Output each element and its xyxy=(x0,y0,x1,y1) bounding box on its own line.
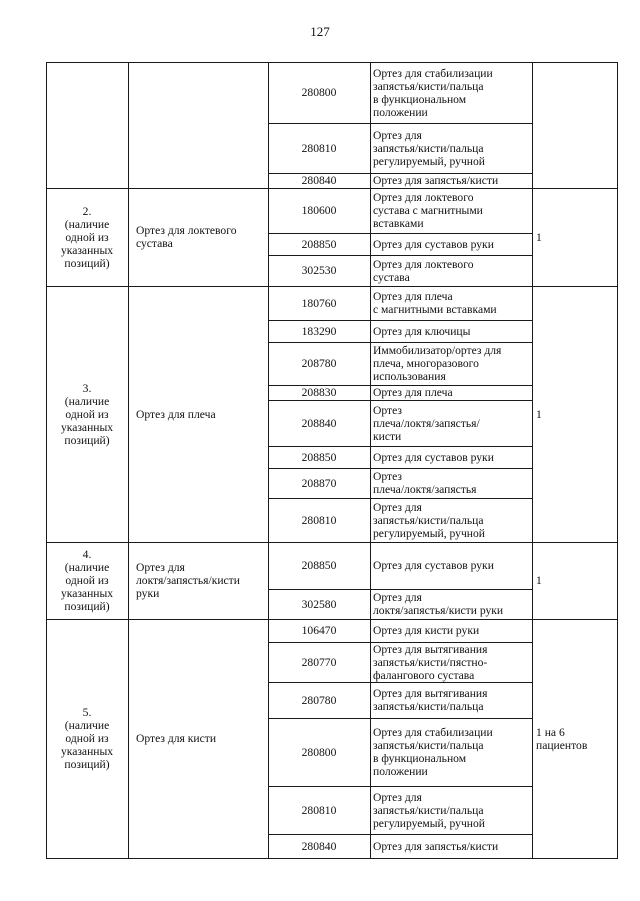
item-description: Ортез плеча/локтя/запястья xyxy=(373,470,477,496)
item-code: 280840 xyxy=(301,839,337,853)
table-rule xyxy=(46,62,47,859)
item-code: 280810 xyxy=(301,803,337,817)
item-description: Ортез для локтевого сустава с магнитными вставками xyxy=(373,191,483,230)
item-description: Ортез для суставов руки xyxy=(373,450,494,464)
item-description: Ортез для плеча xyxy=(373,386,453,399)
item-code: 180760 xyxy=(301,296,337,310)
quantity: 1 xyxy=(536,407,542,421)
item-code: 106470 xyxy=(301,624,337,637)
item-code: 180600 xyxy=(301,204,337,217)
item-code: 208850 xyxy=(301,450,337,464)
item-code: 280810 xyxy=(301,141,337,155)
table-rule xyxy=(532,62,533,859)
item-description: Ортез для кисти руки xyxy=(373,624,480,637)
item-code: 208840 xyxy=(301,416,337,430)
item-description: Ортез для запястья/кисти/пальца регулируемый, ручной xyxy=(373,500,486,540)
item-code: 280780 xyxy=(301,693,337,707)
device-name: Ортез для локтя/запястья/кисти руки xyxy=(136,561,240,600)
quantity xyxy=(532,62,618,188)
group-label xyxy=(46,62,128,188)
item-description: Ортез для плеча с магнитными вставками xyxy=(373,290,497,316)
table-rule xyxy=(617,62,618,859)
item-code: 280800 xyxy=(301,745,337,759)
item-code: 208850 xyxy=(301,237,337,251)
item-code: 208780 xyxy=(301,357,337,370)
group-label: 4. (наличие одной из указанных позиций) xyxy=(60,548,114,613)
item-description: Ортез для вытягивания запястья/кисти/пястно- фалангового сустава xyxy=(373,642,488,682)
item-description: Ортез для стабилизации запястья/кисти/пальца в функциональном положении xyxy=(373,726,493,778)
item-description: Ортез для локтя/запястья/кисти руки xyxy=(373,591,504,617)
item-description: Ортез для вытягивания запястья/кисти/пальца xyxy=(373,687,488,713)
item-description: Иммобилизатор/ортез для плеча, многоразового использования xyxy=(373,344,502,383)
page-number: 127 xyxy=(310,24,330,39)
item-description: Ортез для запястья/кисти xyxy=(373,839,499,853)
item-description: Ортез для запястья/кисти xyxy=(373,174,499,187)
item-code: 302530 xyxy=(301,264,337,277)
item-code: 183290 xyxy=(301,324,337,338)
item-code: 208850 xyxy=(301,559,337,572)
item-description: Ортез для суставов руки xyxy=(373,237,494,251)
quantity: 1 xyxy=(536,230,542,244)
device-name: Ортез для кисти xyxy=(136,732,217,745)
item-code: 280840 xyxy=(301,174,337,187)
group-label: 3. (наличие одной из указанных позиций) xyxy=(60,381,114,447)
item-code: 280800 xyxy=(301,86,337,99)
item-description: Ортез для стабилизации запястья/кисти/пальца в функциональном положении xyxy=(373,66,493,119)
item-code: 280810 xyxy=(301,513,337,527)
table-rule xyxy=(268,62,269,859)
quantity: 1 xyxy=(536,574,542,587)
item-code: 208830 xyxy=(301,386,337,399)
group-label: 5. (наличие одной из указанных позиций) xyxy=(60,706,114,771)
item-description: Ортез для запястья/кисти/пальца регулируемый, ручной xyxy=(373,128,486,168)
item-description: Ортез плеча/локтя/запястья/ кисти xyxy=(373,403,480,443)
table-rule xyxy=(128,62,129,859)
device-name: Ортез для локтевого сустава xyxy=(136,224,237,250)
equipment-table xyxy=(46,62,618,853)
item-description: Ортез для запястья/кисти/пальца регулируемый, ручной xyxy=(373,790,486,830)
item-description: Ортез для локтевого сустава xyxy=(373,257,474,284)
item-code: 302580 xyxy=(301,597,337,611)
device-name xyxy=(128,62,268,188)
table-rule xyxy=(370,62,371,859)
item-code: 208870 xyxy=(301,476,337,490)
device-name: Ортез для плеча xyxy=(136,407,216,421)
item-code: 280770 xyxy=(301,655,337,669)
group-label: 2. (наличие одной из указанных позиций) xyxy=(60,204,114,270)
item-description: Ортез для суставов руки xyxy=(373,559,494,572)
quantity: 1 на 6 пациентов xyxy=(536,725,588,752)
item-description: Ортез для ключицы xyxy=(373,324,471,338)
